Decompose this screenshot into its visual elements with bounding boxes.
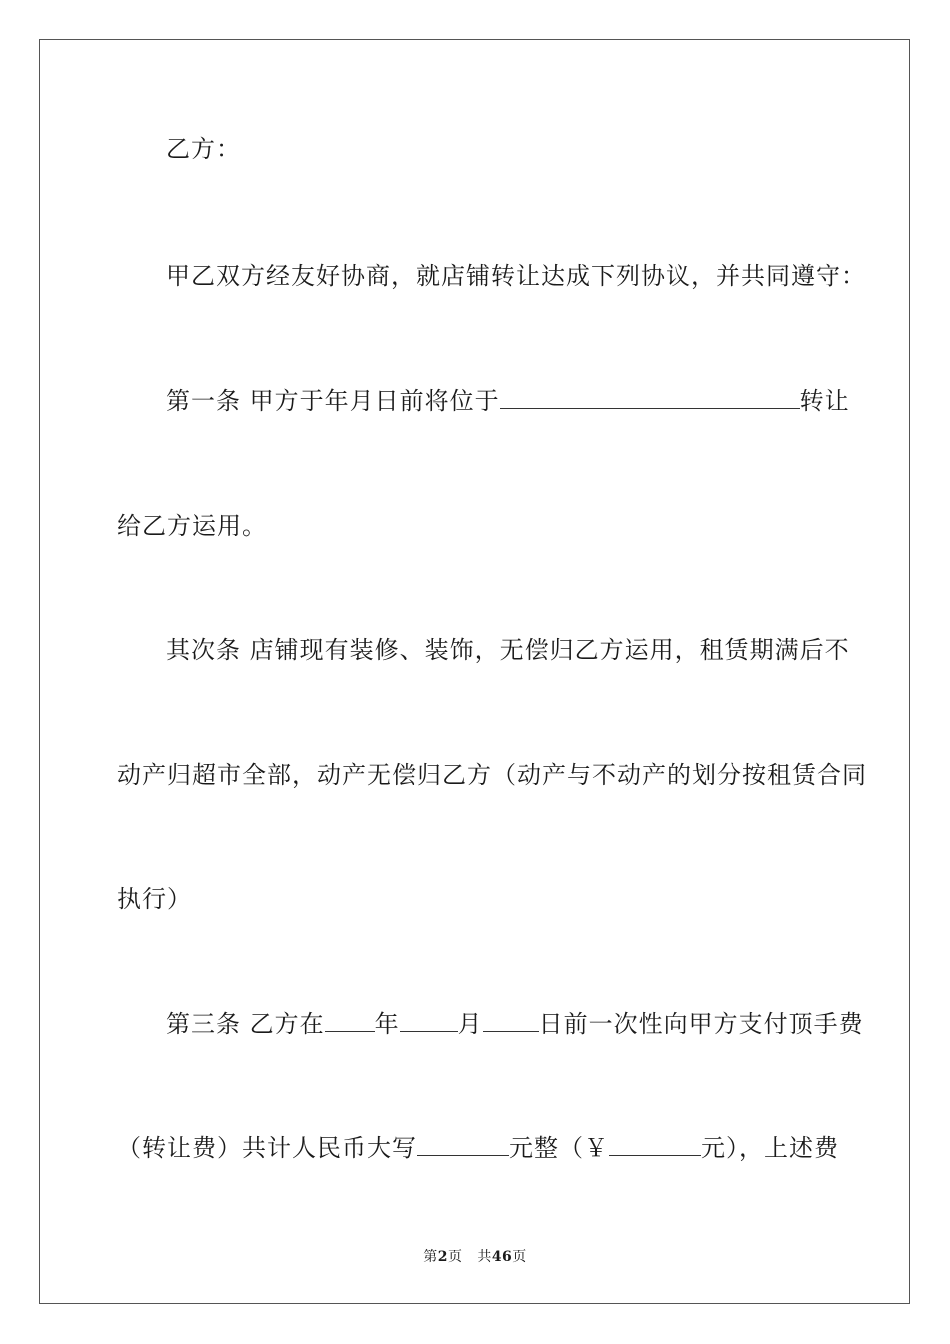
page-border bbox=[39, 39, 910, 1304]
month-label: 月 bbox=[457, 1010, 483, 1038]
article-2-line-1 bbox=[166, 635, 850, 665]
total-pages: 46 bbox=[491, 1249, 513, 1265]
total-prefix: 共 bbox=[477, 1249, 492, 1265]
article-1-line-2 bbox=[117, 511, 267, 541]
transfer-fee-text: （转让费）共计人民币大写 bbox=[117, 1134, 417, 1162]
article-2-end: 执行） bbox=[117, 885, 192, 913]
year-label: 年 bbox=[374, 1010, 400, 1038]
article-2-text: 其次条 店铺现有装修、装饰，无偿归乙方运用，租赁期满后不 bbox=[166, 636, 850, 664]
article-3-line-2 bbox=[117, 1133, 839, 1163]
total-unit: 页 bbox=[512, 1249, 527, 1265]
intro-paragraph bbox=[166, 261, 866, 291]
fee-continuation: 元），上述费 bbox=[701, 1134, 839, 1162]
article-2-line-3 bbox=[117, 884, 192, 914]
article-1-line-1 bbox=[166, 386, 850, 416]
location-blank bbox=[500, 386, 800, 409]
party-b-label: 乙方： bbox=[166, 135, 241, 163]
page-number: 2 bbox=[437, 1249, 448, 1265]
article-1-text: 第一条 甲方于年月日前将位于 bbox=[166, 387, 500, 415]
page-prefix: 第 bbox=[423, 1249, 438, 1265]
page-unit: 页 bbox=[447, 1249, 463, 1265]
day-blank bbox=[483, 1009, 539, 1032]
article-3-text: 第三条 乙方在 bbox=[166, 1010, 325, 1038]
article-2-line-2 bbox=[117, 760, 867, 790]
month-blank bbox=[400, 1009, 458, 1032]
article-1-continuation: 给乙方运用。 bbox=[117, 512, 267, 540]
yuan-whole-label: 元整（￥ bbox=[509, 1134, 609, 1162]
amount-figures-blank bbox=[609, 1133, 701, 1156]
amount-words-blank bbox=[417, 1133, 509, 1156]
article-3-payment: 日前一次性向甲方支付顶手费 bbox=[538, 1010, 864, 1038]
article-1-transfer: 转让 bbox=[799, 387, 850, 415]
article-3-line-1 bbox=[166, 1009, 864, 1039]
year-blank bbox=[325, 1009, 375, 1032]
page-footer bbox=[0, 1248, 950, 1266]
article-2-continuation: 动产归超市全部，动产无偿归乙方（动产与不动产的划分按租赁合同 bbox=[117, 761, 867, 789]
party-b-line bbox=[166, 134, 241, 164]
intro-text: 甲乙双方经友好协商，就店铺转让达成下列协议，并共同遵守： bbox=[166, 262, 866, 290]
